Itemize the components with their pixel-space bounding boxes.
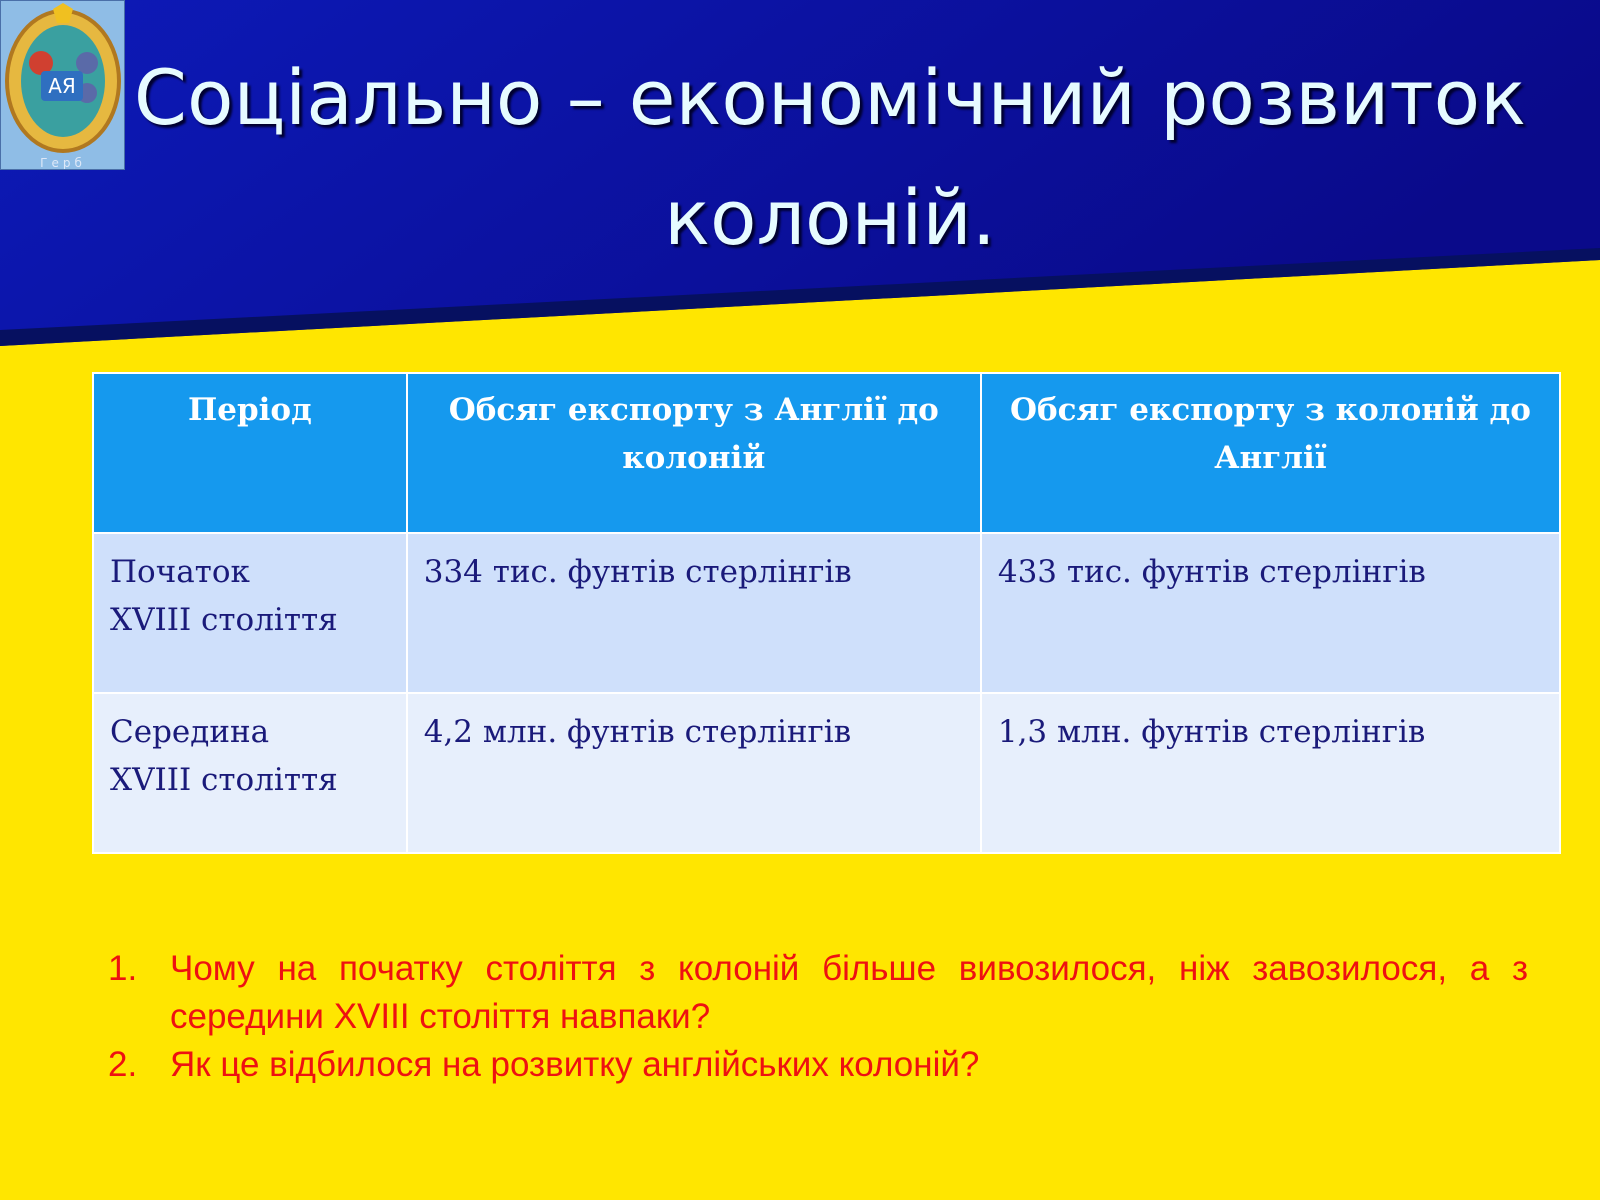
question-number: 1. <box>108 949 138 988</box>
export-table <box>92 372 1561 854</box>
cell-export-from-colonies: 1,3 млн. фунтів стерлінгів <box>981 693 1560 853</box>
header-export-from-colonies: Обсяг експорту з колоній до Англії <box>981 373 1560 533</box>
question-text: Як це відбилося на розвитку англійських колоній? <box>170 1045 980 1084</box>
table-row <box>93 533 1560 693</box>
header-export-from-england: Обсяг експорту з Англії до колоній <box>407 373 981 533</box>
question-text: Чому на початку століття з колоній більше вивозилося, ніж завозилося, а з середини XVIII століття навпаки? <box>170 949 1528 1036</box>
cell-period: Середина XVIII століття <box>93 693 407 853</box>
cell-export-from-england: 4,2 млн. фунтів стерлінгів <box>407 693 981 853</box>
header-period: Період <box>93 373 407 533</box>
cell-period: Початок XVIII століття <box>93 533 407 693</box>
slide-title: Соціально – економічний розвиток колоній. <box>133 53 1527 262</box>
table-row <box>93 693 1560 853</box>
question-number: 2. <box>108 1045 138 1084</box>
coat-of-arms-logo <box>0 0 125 170</box>
cell-export-from-colonies: 433 тис. фунтів стерлінгів <box>981 533 1560 693</box>
logo-letters: АЯ <box>48 74 76 98</box>
questions-list <box>108 945 1528 1089</box>
table-header-row <box>93 373 1560 533</box>
question-item <box>108 945 1528 1041</box>
question-item <box>108 1041 1528 1089</box>
cell-export-from-england: 334 тис. фунтів стерлінгів <box>407 533 981 693</box>
logo-caption: Герб <box>40 156 86 170</box>
